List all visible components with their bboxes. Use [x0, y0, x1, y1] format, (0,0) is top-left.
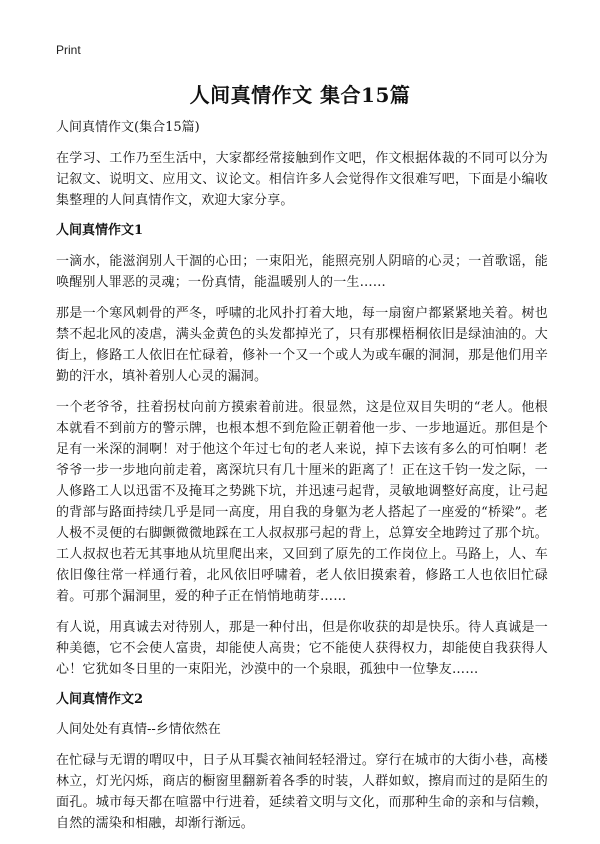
- document-body: [56, 118, 548, 844]
- intro-paragraph: 在学习、工作乃至生活中，大家都经常接触到作文吧，作文根据体裁的不同可以分为记叙文、说明文、应用文、议论文。相信许多人会觉得作文很难写吧，下面是小编收集整理的人间真情作文，欢迎大家分享。: [56, 151, 548, 208]
- print-link[interactable]: Print: [56, 43, 81, 57]
- essay1-heading: 人间真情作文1: [56, 223, 144, 238]
- page-title: 人间真情作文 集合15篇: [189, 83, 411, 107]
- essay2-paragraph: 在忙碌与无谓的喟叹中，日子从耳鬓衣袖间轻轻滑过。穿行在城市的大街小巷，高楼林立，灯光闪烁，商店的橱窗里翻新着各季的时装，人群如蚁，擦肩而过的是陌生的面孔。城市每天都在喧嚣中行进着，延续着文明与文化，而那种生命的亲和与信赖，自然的濡染和相融，却渐行渐远。: [56, 753, 548, 831]
- essay1-paragraph: 那是一个寒风刺骨的严冬，呼啸的北风扑打着大地，每一扇窗户都紧紧地关着。树也禁不起北风的凌虐，满头金黄色的头发都掉光了，只有那棵梧桐依旧是绿油油的。大街上，修路工人依旧在忙碌着，修补一个又一个或人为或车碾的洞洞，那是他们用辛勤的汗水，填补着别人心灵的漏洞。: [56, 306, 548, 384]
- essay1-paragraph: 一个老爷爷，拄着拐杖向前方摸索着前进。很显然，这是位双目失明的“老人。他根本就看不到前方的警示牌，也根本想不到危险正朝着他一步、一步地逼近。那但是个足有一米深的洞啊！对于他这个年过七旬的老人来说，掉下去该有多么的可怕啊！老爷爷一步一步地向前走着，离深坑只有几十厘米的距离了！正在这千钧一发之际，一人修路工人以迅雷不及掩耳之势跳下坑，并迅速弓起背，灵敏地调整好高度，让弓起的背部与路面持续几乎是同一高度，用自我的身躯为老人搭起了一座爱的“桥梁”。老人极不灵便的右脚颤微微地踩在工人叔叔那弓起的背上，总算安全地跨过了那个坑。工人叔叔也若无其事地从坑里爬出来，又回到了原先的工作岗位上。马路上，人、车依旧像往常一样通行着，北风依旧呼啸着，老人依旧摸索着，修路工人也依旧忙碌着。可那个漏洞里，爱的种子正在悄悄地萌芽……: [56, 400, 548, 604]
- essay2-subheading: 人间处处有真情--乡情依然在: [56, 722, 221, 737]
- essay1-paragraph: 有人说，用真诚去对待别人，那是一种付出，但是你收获的却是快乐。待人真诚是一种美德，它不会使人富贵，却能使人高贵；它不能使人获得权力，却能使自我获得人心！它犹如冬日里的一束阳光，沙漠中的一个泉眼，孤独中一位挚友……: [56, 620, 548, 677]
- document-subtitle: 人间真情作文(集合15篇): [56, 120, 200, 135]
- essay1-paragraph: 一滴水，能滋润别人干涸的心田；一束阳光，能照亮别人阴暗的心灵；一首歌谣，能唤醒别人罪恶的灵魂；一份真情，能温暖别人的一生……: [56, 254, 548, 290]
- essay2-heading: 人间真情作文2: [56, 692, 144, 707]
